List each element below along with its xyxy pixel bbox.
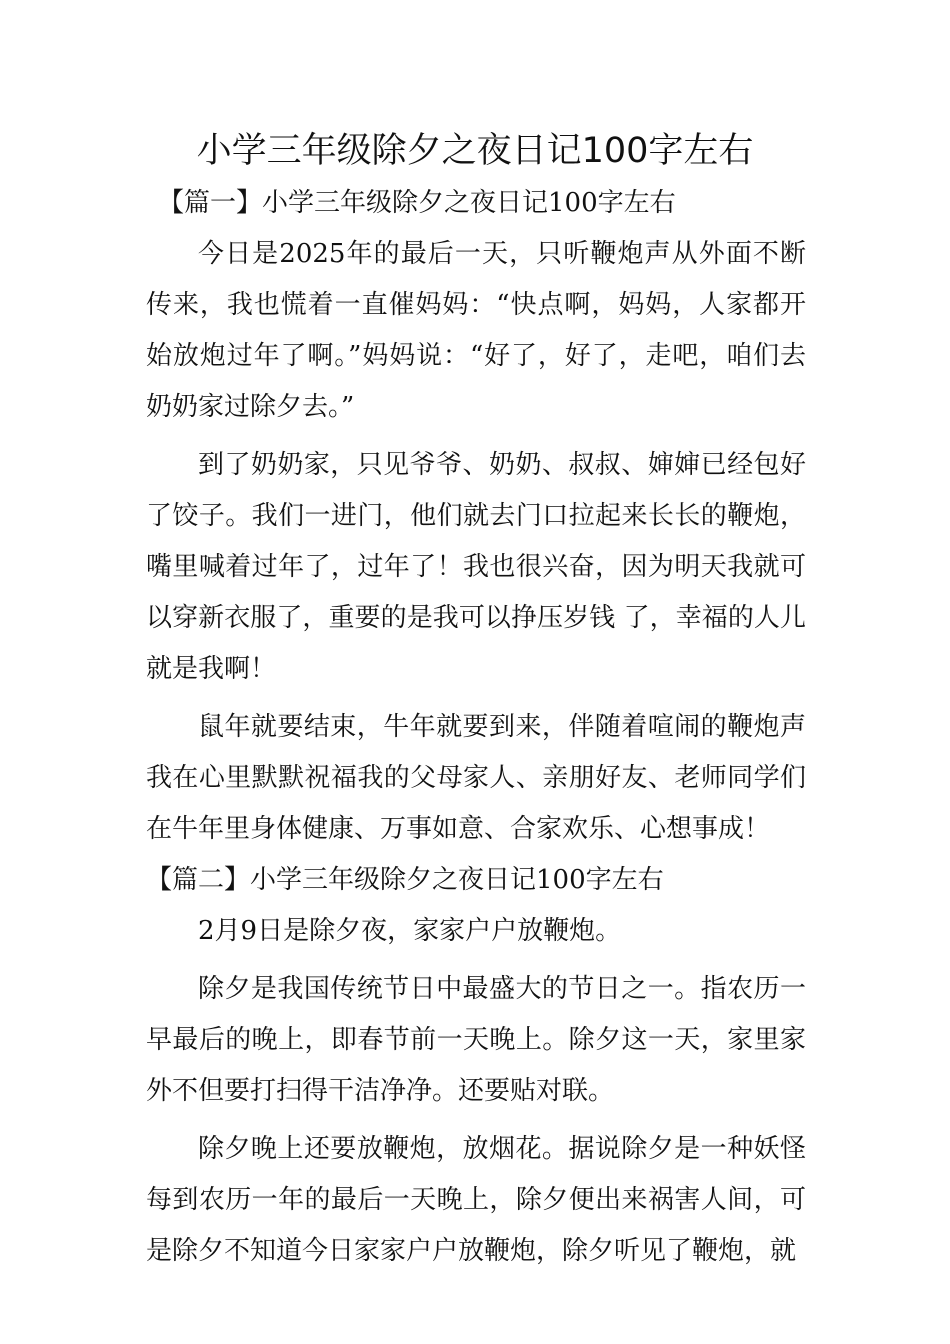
- section-heading-2: 【篇二】小学三年级除夕之夜日记100字左右: [146, 865, 664, 895]
- paragraph: 除夕是我国传统节日中最盛大的节日之一。指农历一早最后的晚上，即春节前一天晚上。除夕这一天，家里家外不但要打扫得干洁净净。还要贴对联。: [146, 974, 806, 1106]
- paragraph: 鼠年就要结束，牛年就要到来，伴随着喧闹的鞭炮声我在心里默默祝福我的父母家人、亲朋好友、老师同学们在牛年里身体健康、万事如意、合家欢乐、心想事成！: [146, 712, 806, 844]
- document-body: [146, 178, 806, 1284]
- paragraph: 到了奶奶家，只见爷爷、奶奶、叔叔、婶婶已经包好了饺子。我们一进门，他们就去门口拉起来长长的鞭炮，嘴里喊着过年了，过年了！我也很兴奋，因为明天我就可以穿新衣服了，重要的是我可以挣压岁钱 了，幸福的人儿就是我啊！: [146, 450, 806, 684]
- paragraph: 2月9日是除夕夜，家家户户放鞭炮。: [198, 916, 622, 946]
- paragraph: 今日是2025年的最后一天，只听鞭炮声从外面不断传来，我也慌着一直催妈妈：“快点啊，妈妈，人家都开始放炮过年了啊。”妈妈说：“好了，好了，走吧，咱们去奶奶家过除夕去。”: [146, 239, 806, 422]
- document-title: 小学三年级除夕之夜日记100字左右: [196, 131, 754, 171]
- section-heading-1: 【篇一】小学三年级除夕之夜日记100字左右: [158, 188, 676, 218]
- paragraph: 除夕晚上还要放鞭炮，放烟花。据说除夕是一种妖怪每到农历一年的最后一天晚上，除夕便出来祸害人间，可是除夕不知道今日家家户户放鞭炮，除夕听见了鞭炮，就: [146, 1134, 806, 1266]
